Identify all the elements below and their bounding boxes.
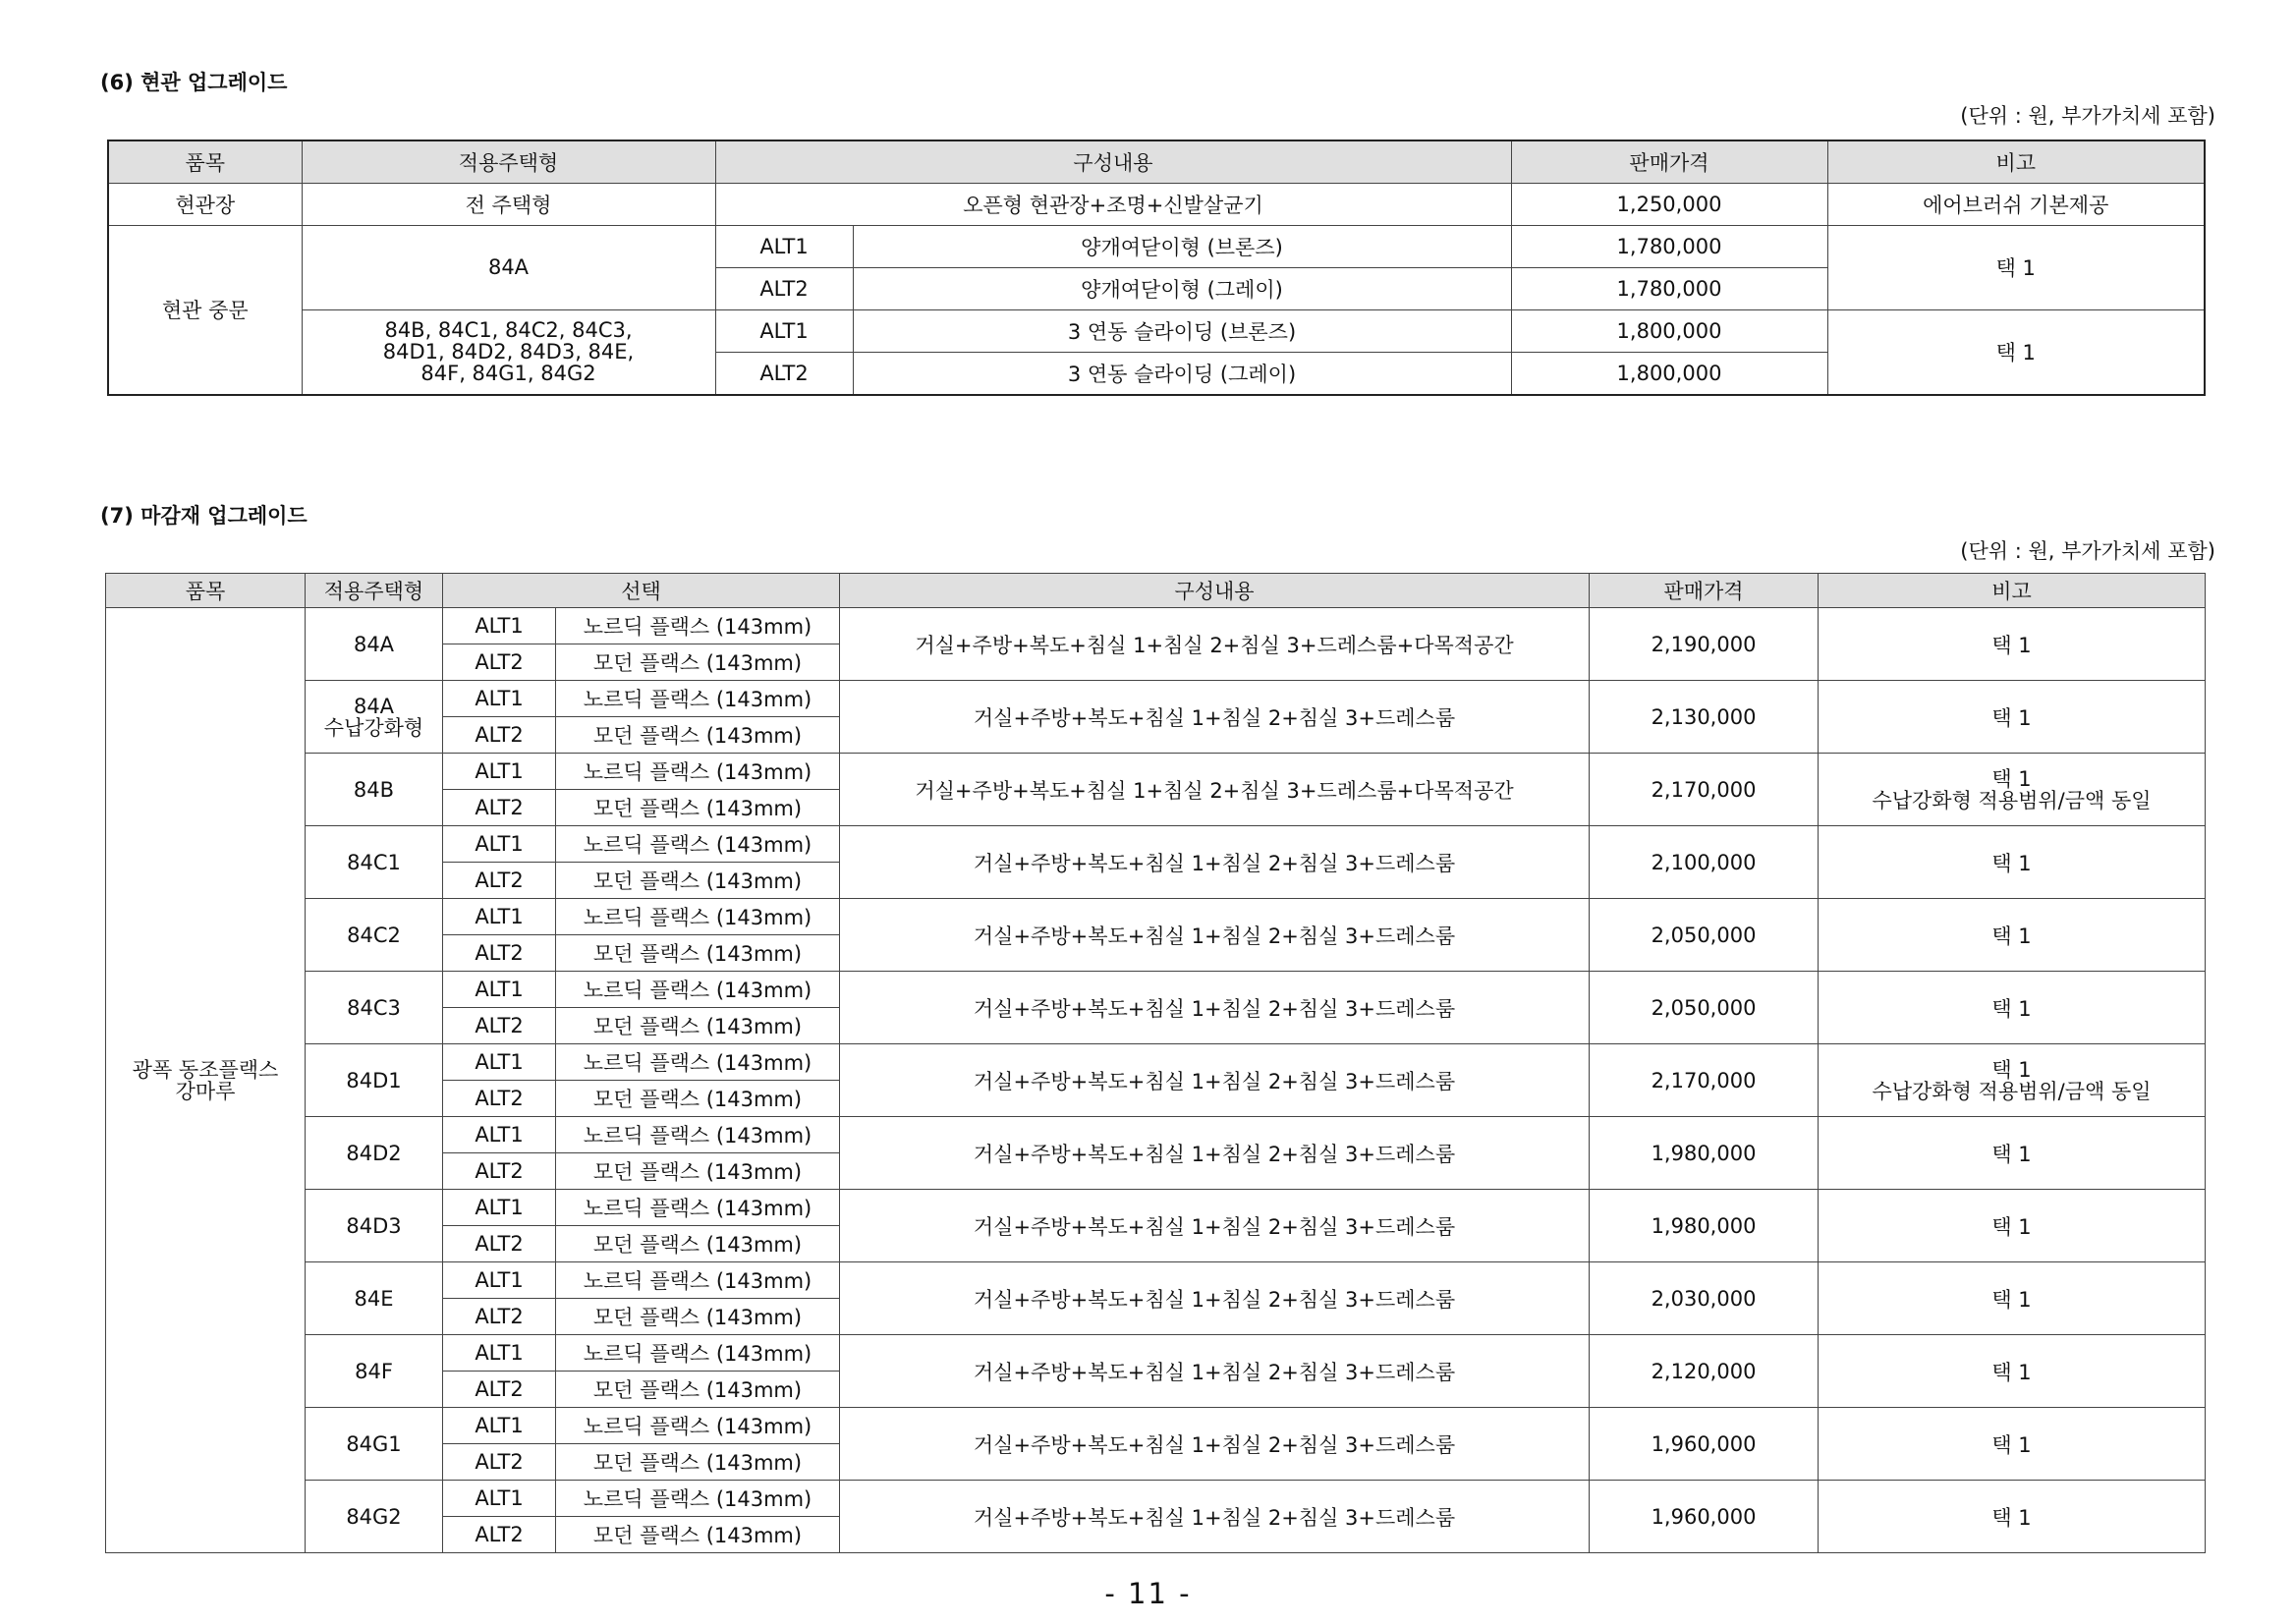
content-cell: 거실+주방+복도+침실 1+침실 2+침실 3+드레스룸	[840, 972, 1590, 1044]
item-cell	[106, 608, 306, 1553]
alt-cell: ALT2	[443, 1299, 556, 1335]
content-cell: 양개여닫이형 (그레이)	[853, 267, 1511, 309]
table-row	[106, 1117, 2206, 1153]
price-cell: 2,030,000	[1590, 1262, 1819, 1335]
content-cell: 3 연동 슬라이딩 (그레이)	[853, 352, 1511, 395]
content-cell: 거실+주방+복도+침실 1+침실 2+침실 3+드레스룸	[840, 1044, 1590, 1117]
option-cell: 노르딕 플랙스 (143mm)	[556, 1481, 840, 1517]
table-row	[106, 972, 2206, 1008]
type-cell: 84G1	[306, 1408, 443, 1481]
type-line: 84F, 84G1, 84G2	[420, 362, 596, 386]
alt-cell: ALT2	[443, 935, 556, 972]
price-cell: 1,800,000	[1511, 309, 1827, 352]
alt-cell: ALT2	[443, 1081, 556, 1117]
content-cell: 거실+주방+복도+침실 1+침실 2+침실 3+드레스룸	[840, 1262, 1590, 1335]
price-cell: 1,960,000	[1590, 1481, 1819, 1553]
type-line: 수납강화형	[323, 715, 424, 740]
price-cell: 2,100,000	[1590, 826, 1819, 899]
option-cell: 모던 플랙스 (143mm)	[556, 1299, 840, 1335]
note-cell: 택 1	[1819, 1481, 2206, 1553]
item-line: 광폭 동조플랙스	[132, 1057, 279, 1082]
option-cell: 모던 플랙스 (143mm)	[556, 1008, 840, 1044]
type-cell: 84C2	[306, 899, 443, 972]
table-row	[108, 309, 2205, 352]
table-row	[106, 899, 2206, 935]
note-cell: 택 1	[1819, 1262, 2206, 1335]
table-row	[106, 1335, 2206, 1372]
option-cell: 모던 플랙스 (143mm)	[556, 1517, 840, 1553]
option-cell: 모던 플랙스 (143mm)	[556, 1372, 840, 1408]
content-cell: 거실+주방+복도+침실 1+침실 2+침실 3+드레스룸+다목적공간	[840, 754, 1590, 826]
alt-cell: ALT1	[443, 1408, 556, 1444]
item-cell: 현관 중문	[108, 225, 302, 395]
note-line: 택 1	[1991, 766, 2032, 791]
alt-cell: ALT2	[443, 644, 556, 681]
section6-title: (6) 현관 업그레이드	[100, 71, 288, 94]
price-cell: 1,250,000	[1511, 183, 1827, 225]
option-cell: 노르딕 플랙스 (143mm)	[556, 826, 840, 863]
price-cell: 2,130,000	[1590, 681, 1819, 754]
price-cell: 1,980,000	[1590, 1117, 1819, 1190]
note-cell: 택 1	[1819, 1335, 2206, 1408]
alt-cell: ALT2	[443, 1517, 556, 1553]
content-cell: 거실+주방+복도+침실 1+침실 2+침실 3+드레스룸	[840, 826, 1590, 899]
table-row	[106, 1044, 2206, 1081]
option-cell: 모던 플랙스 (143mm)	[556, 1081, 840, 1117]
content-cell: 거실+주방+복도+침실 1+침실 2+침실 3+드레스룸+다목적공간	[840, 608, 1590, 681]
alt-cell: ALT2	[443, 1226, 556, 1262]
type-line: 84D1, 84D2, 84D3, 84E,	[382, 340, 635, 364]
price-cell: 1,980,000	[1590, 1190, 1819, 1262]
type-cell	[306, 681, 443, 754]
type-cell: 84D1	[306, 1044, 443, 1117]
item-line: 강마루	[175, 1079, 236, 1103]
price-cell: 2,050,000	[1590, 972, 1819, 1044]
alt-cell: ALT2	[443, 717, 556, 754]
option-cell: 노르딕 플랙스 (143mm)	[556, 681, 840, 717]
option-cell: 노르딕 플랙스 (143mm)	[556, 972, 840, 1008]
type-line: 84A	[353, 694, 395, 718]
type-cell: 84C1	[306, 826, 443, 899]
note-cell: 택 1	[1827, 225, 2205, 309]
alt-cell: ALT1	[443, 1190, 556, 1226]
note-cell: 택 1	[1819, 972, 2206, 1044]
type-cell: 전 주택형	[302, 183, 715, 225]
type-line: 84B, 84C1, 84C2, 84C3,	[384, 318, 633, 343]
price-cell: 2,170,000	[1590, 1044, 1819, 1117]
header-option: 선택	[443, 574, 840, 608]
content-cell: 거실+주방+복도+침실 1+침실 2+침실 3+드레스룸	[840, 1335, 1590, 1408]
content-cell: 거실+주방+복도+침실 1+침실 2+침실 3+드레스룸	[840, 1408, 1590, 1481]
price-cell: 1,780,000	[1511, 267, 1827, 309]
type-cell: 84C3	[306, 972, 443, 1044]
type-cell	[302, 309, 715, 395]
header-price: 판매가격	[1511, 140, 1827, 183]
option-cell: 노르딕 플랙스 (143mm)	[556, 1335, 840, 1372]
price-cell: 1,960,000	[1590, 1408, 1819, 1481]
table-row	[106, 754, 2206, 790]
price-cell: 2,120,000	[1590, 1335, 1819, 1408]
alt-cell: ALT1	[443, 1044, 556, 1081]
option-cell: 노르딕 플랙스 (143mm)	[556, 1408, 840, 1444]
note-cell: 택 1	[1819, 1117, 2206, 1190]
type-cell: 84E	[306, 1262, 443, 1335]
type-cell: 84G2	[306, 1481, 443, 1553]
option-cell: 노르딕 플랙스 (143mm)	[556, 754, 840, 790]
header-note: 비고	[1827, 140, 2205, 183]
alt-cell: ALT2	[443, 863, 556, 899]
content-cell: 거실+주방+복도+침실 1+침실 2+침실 3+드레스룸	[840, 681, 1590, 754]
content-cell: 양개여닫이형 (브론즈)	[853, 225, 1511, 267]
option-cell: 모던 플랙스 (143mm)	[556, 1153, 840, 1190]
table-row	[108, 183, 2205, 225]
price-cell: 1,780,000	[1511, 225, 1827, 267]
header-type: 적용주택형	[302, 140, 715, 183]
note-line: 택 1	[1991, 1057, 2032, 1082]
alt-cell: ALT1	[443, 972, 556, 1008]
option-cell: 모던 플랙스 (143mm)	[556, 935, 840, 972]
note-cell: 에어브러쉬 기본제공	[1827, 183, 2205, 225]
option-cell: 모던 플랙스 (143mm)	[556, 863, 840, 899]
note-cell: 택 1	[1819, 1408, 2206, 1481]
option-cell: 모던 플랙스 (143mm)	[556, 790, 840, 826]
price-cell: 1,800,000	[1511, 352, 1827, 395]
note-cell	[1819, 1044, 2206, 1117]
option-cell: 노르딕 플랙스 (143mm)	[556, 1262, 840, 1299]
alt-cell: ALT2	[443, 790, 556, 826]
price-cell: 2,170,000	[1590, 754, 1819, 826]
option-cell: 모던 플랙스 (143mm)	[556, 1226, 840, 1262]
alt-cell: ALT1	[443, 1262, 556, 1299]
content-cell: 오픈형 현관장+조명+신발살균기	[715, 183, 1511, 225]
type-cell: 84F	[306, 1335, 443, 1408]
alt-cell: ALT2	[443, 1153, 556, 1190]
alt-cell: ALT2	[443, 1372, 556, 1408]
section6-unit-note: (단위 : 원, 부가가치세 포함)	[1960, 104, 2215, 128]
item-cell: 현관장	[108, 183, 302, 225]
option-cell: 모던 플랙스 (143mm)	[556, 644, 840, 681]
header-note: 비고	[1819, 574, 2206, 608]
alt-cell: ALT2	[443, 1008, 556, 1044]
alt-cell: ALT2	[715, 352, 853, 395]
alt-cell: ALT1	[443, 899, 556, 935]
finish-upgrade-table	[105, 573, 2206, 1553]
type-cell: 84D3	[306, 1190, 443, 1262]
alt-cell: ALT1	[715, 309, 853, 352]
note-line: 수납강화형 적용범위/금액 동일	[1872, 1079, 2152, 1103]
table-row	[106, 608, 2206, 644]
option-cell: 노르딕 플랙스 (143mm)	[556, 608, 840, 644]
section7-unit-note: (단위 : 원, 부가가치세 포함)	[1960, 539, 2215, 563]
page-number: - 11 -	[1104, 1577, 1192, 1610]
table-row	[106, 1408, 2206, 1444]
content-cell: 거실+주방+복도+침실 1+침실 2+침실 3+드레스룸	[840, 1481, 1590, 1553]
entrance-upgrade-table	[107, 140, 2206, 396]
header-item: 품목	[106, 574, 306, 608]
table-header-row	[106, 574, 2206, 608]
alt-cell: ALT1	[443, 1117, 556, 1153]
option-cell: 노르딕 플랙스 (143mm)	[556, 1117, 840, 1153]
table-row	[106, 1262, 2206, 1299]
note-cell: 택 1	[1819, 899, 2206, 972]
note-cell: 택 1	[1819, 681, 2206, 754]
table-row	[106, 1190, 2206, 1226]
header-content: 구성내용	[715, 140, 1511, 183]
note-cell: 택 1	[1827, 309, 2205, 395]
header-item: 품목	[108, 140, 302, 183]
table-row	[106, 826, 2206, 863]
option-cell: 노르딕 플랙스 (143mm)	[556, 1190, 840, 1226]
alt-cell: ALT1	[443, 608, 556, 644]
content-cell: 3 연동 슬라이딩 (브론즈)	[853, 309, 1511, 352]
note-line: 수납강화형 적용범위/금액 동일	[1872, 788, 2152, 812]
option-cell: 노르딕 플랙스 (143mm)	[556, 1044, 840, 1081]
table-row	[106, 1481, 2206, 1517]
alt-cell: ALT2	[715, 267, 853, 309]
note-cell: 택 1	[1819, 826, 2206, 899]
type-cell: 84D2	[306, 1117, 443, 1190]
alt-cell: ALT2	[443, 1444, 556, 1481]
price-cell: 2,190,000	[1590, 608, 1819, 681]
header-content: 구성내용	[840, 574, 1590, 608]
note-cell: 택 1	[1819, 1190, 2206, 1262]
type-cell: 84A	[302, 225, 715, 309]
header-price: 판매가격	[1590, 574, 1819, 608]
type-cell: 84B	[306, 754, 443, 826]
option-cell: 모던 플랙스 (143mm)	[556, 717, 840, 754]
option-cell: 노르딕 플랙스 (143mm)	[556, 899, 840, 935]
section7-title: (7) 마감재 업그레이드	[100, 504, 308, 528]
table-row	[108, 225, 2205, 267]
content-cell: 거실+주방+복도+침실 1+침실 2+침실 3+드레스룸	[840, 1117, 1590, 1190]
table-row	[106, 681, 2206, 717]
alt-cell: ALT1	[443, 754, 556, 790]
alt-cell: ALT1	[443, 826, 556, 863]
price-cell: 2,050,000	[1590, 899, 1819, 972]
table-header-row	[108, 140, 2205, 183]
content-cell: 거실+주방+복도+침실 1+침실 2+침실 3+드레스룸	[840, 1190, 1590, 1262]
option-cell: 모던 플랙스 (143mm)	[556, 1444, 840, 1481]
alt-cell: ALT1	[715, 225, 853, 267]
note-cell: 택 1	[1819, 608, 2206, 681]
alt-cell: ALT1	[443, 1335, 556, 1372]
note-cell	[1819, 754, 2206, 826]
header-type: 적용주택형	[306, 574, 443, 608]
content-cell: 거실+주방+복도+침실 1+침실 2+침실 3+드레스룸	[840, 899, 1590, 972]
type-cell: 84A	[306, 608, 443, 681]
alt-cell: ALT1	[443, 681, 556, 717]
alt-cell: ALT1	[443, 1481, 556, 1517]
